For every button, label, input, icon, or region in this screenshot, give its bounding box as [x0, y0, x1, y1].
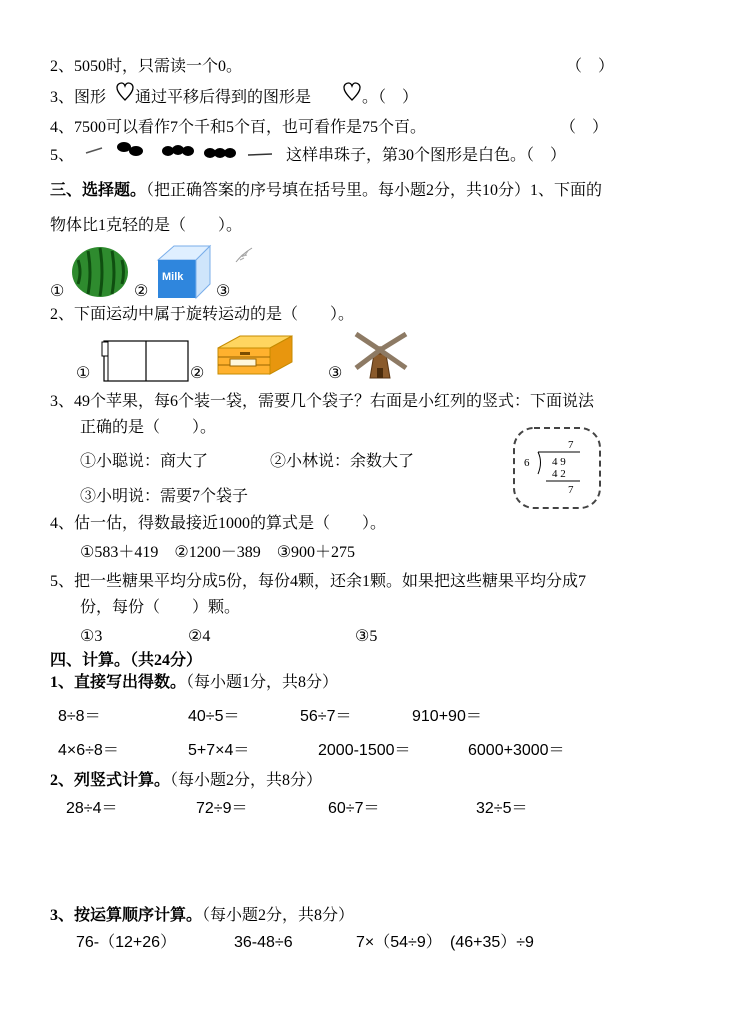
division-divisor: 6 [524, 457, 530, 469]
choice-q3-option: ①小聪说：商大了 [80, 453, 209, 470]
choice-q3-option: ②小林说：余数大了 [270, 453, 415, 470]
milk-label: Milk [162, 271, 184, 283]
calc-item: 4×6÷8＝ [58, 742, 119, 759]
calc-section-title: 四、计算。（共24分） [50, 652, 203, 669]
answer-paren: （ ） [566, 58, 615, 75]
tf-q5-start: 5、 [50, 147, 75, 164]
heart-outline-icon [116, 82, 134, 102]
tf-q3-end: 。（ ） [362, 89, 419, 106]
calc-item: 28÷4＝ [66, 800, 118, 817]
calc-sub1-title: 1、直接写出得数。 [50, 674, 187, 691]
tf-q4: 4、7500可以看作7个千和5个百，也可看作是75个百。 [50, 119, 427, 136]
choice-q5-line1: 5、把一些糖果平均分成5份，每份4颗，还余1颗。如果把这些糖果平均分成7 [50, 573, 587, 590]
calc-item: 8÷8＝ [58, 708, 101, 725]
division-quotient: 7 [568, 439, 574, 451]
choice-q3-line2: 正确的是（ ）。 [80, 419, 217, 436]
feather-image [234, 246, 254, 264]
choice-q3-option: ③小明说：需要7个袋子 [80, 488, 249, 505]
calc-sub3-note: （每小题2分，共8分） [202, 907, 355, 924]
windmill-image [350, 330, 412, 380]
heart-outline-icon [343, 82, 361, 102]
calc-sub1-header [50, 673, 338, 693]
choice-q5-option: ③5 [355, 628, 378, 645]
option-label: ① [50, 283, 65, 300]
tf-q3-start: 3、图形 [50, 89, 107, 106]
calc-item: (46+35）÷9 [450, 934, 534, 951]
calc-sub3-title: 3、按运算顺序计算。 [50, 907, 203, 924]
calc-sub3-header [50, 906, 354, 926]
tf-q2: 2、5050时，只需读一个0。 [50, 58, 243, 75]
section-title: 三、选择题。 [50, 182, 147, 199]
calc-item: 76-（12+26） [76, 934, 177, 951]
calc-sub2-title: 2、列竖式计算。 [50, 772, 171, 789]
calc-sub2-header [50, 771, 322, 791]
calc-item: 40÷5＝ [188, 708, 240, 725]
choice-q1-continuation: 物体比1克轻的是（ ）。 [50, 217, 243, 234]
calc-item: 56÷7＝ [300, 708, 352, 725]
choice-section-header [50, 181, 602, 201]
division-product: 4 2 [552, 468, 566, 480]
option-label: ② [134, 283, 149, 300]
division-remainder: 7 [568, 484, 574, 496]
calc-item: 36-48÷6 [234, 934, 293, 951]
calc-item: 2000-1500＝ [318, 742, 411, 759]
calc-sub1-note: （每小题1分，共8分） [186, 674, 339, 691]
option-label: ② [190, 365, 205, 382]
choice-q2: 2、下面运动中属于旋转运动的是（ ）。 [50, 306, 355, 323]
choice-q4-options: ①583＋419 ②1200－389 ③900＋275 [80, 544, 356, 561]
option-label: ③ [216, 283, 231, 300]
division-dividend: 4 9 [552, 456, 566, 468]
calc-item: 7×（54÷9） [356, 934, 442, 951]
choice-q5-option: ①3 [80, 628, 103, 645]
long-division-box [512, 426, 602, 510]
calc-item: 910+90＝ [412, 708, 482, 725]
watermelon-image [70, 246, 130, 298]
choice-q3-line1: 3、49个苹果，每6个装一袋，需要几个袋子？右面是小红列的竖式：下面说法 [50, 393, 595, 410]
tf-q5-end: 这样串珠子，第30个图形是白色。（ ） [286, 147, 567, 164]
choice-q4: 4、估一估，得数最接近1000的算式是（ ）。 [50, 515, 387, 532]
calc-item: 5+7×4＝ [188, 742, 250, 759]
milk-carton-image [154, 244, 214, 300]
calc-item: 32÷5＝ [476, 800, 528, 817]
bead-string-image [82, 138, 282, 166]
calc-item: 60÷7＝ [328, 800, 380, 817]
option-label: ① [76, 365, 91, 382]
answer-paren: （ ） [560, 119, 609, 136]
choice-q5-option: ②4 [188, 628, 211, 645]
choice-q5-line2: 份，每份（ ）颗。 [80, 599, 241, 616]
sliding-door-image [96, 336, 192, 384]
tf-q3-mid: 通过平移后得到的图形是 [135, 89, 312, 106]
calc-sub2-note: （每小题2分，共8分） [170, 772, 323, 789]
calc-item: 6000+3000＝ [468, 742, 565, 759]
option-label: ③ [328, 365, 343, 382]
calc-item: 72÷9＝ [196, 800, 248, 817]
drawer-cabinet-image [212, 332, 294, 378]
section-instructions: （把正确答案的序号填在括号里。每小题2分，共10分）1、下面的 [146, 182, 603, 199]
